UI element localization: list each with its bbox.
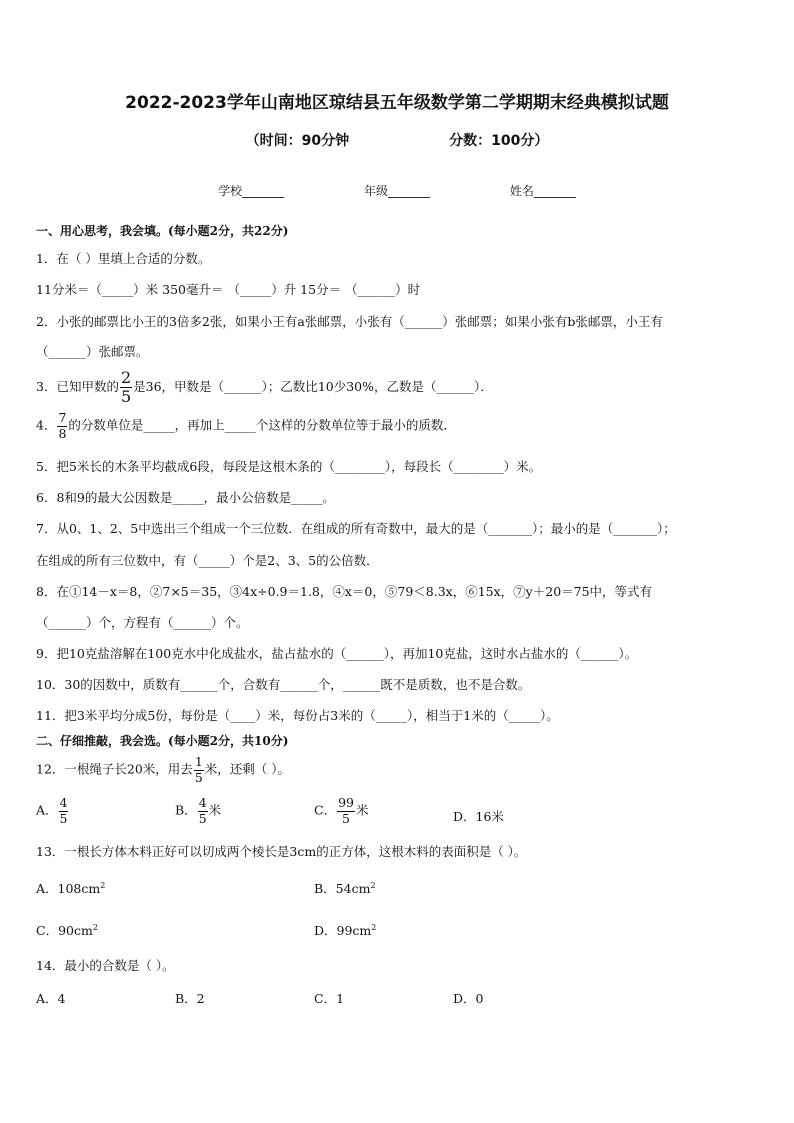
q12-b-num: 4 [198, 795, 207, 810]
question-9: 9．把10克盐溶解在100克水中化成盐水，盐占盐水的（______），再加10克盐，这时水占盐水的（______）。 [36, 646, 638, 661]
q4-denominator: 8 [58, 425, 67, 441]
question-8-cont: （______）个，方程有（______）个。 [36, 615, 249, 630]
exam-meta [0, 130, 794, 150]
q13-a-sup: 2 [100, 880, 106, 890]
q14-option-c: C．1 [314, 991, 345, 1006]
q12-b-label: B． [175, 802, 197, 818]
q12-option-c [314, 797, 369, 825]
question-3 [36, 370, 493, 405]
q12-denominator: 5 [194, 769, 203, 785]
page-title: 2022-2023学年山南地区琼结县五年级数学第二学期期末经典模拟试题 [125, 93, 669, 113]
q3-text-end: 是36，甲数是（______）；乙数比10少30%，乙数是（______）． [133, 379, 493, 394]
q14-option-b: B．2 [175, 991, 205, 1006]
question-1: 1．在（ ）里填上合适的分数。 [36, 251, 211, 266]
q12-a-den: 5 [59, 810, 68, 826]
q13-option-a [36, 879, 105, 897]
question-7-cont: 在组成的所有三位数中，有（_____）个是2、3、5的公倍数． [36, 553, 379, 568]
q12-option-b [175, 797, 221, 825]
q12-c-fraction [337, 797, 355, 825]
q14-option-d: D．0 [453, 991, 484, 1006]
q3-denominator: 5 [120, 387, 132, 406]
q3-fraction [120, 370, 132, 405]
section1-heading: 一、用心思考，我会填。(每小题2分，共22分) [36, 224, 289, 238]
q13-d-sup: 2 [371, 922, 377, 932]
q4-text-end: 的分数单位是_____，再加上_____个这样的分数单位等于最小的质数． [68, 417, 456, 433]
q4-fraction [57, 412, 67, 440]
q12-b-den: 5 [198, 810, 207, 826]
q12-b-fraction [198, 797, 208, 825]
section2-heading: 二、仔细推敲，我会选。(每小题2分，共10分) [36, 734, 289, 748]
q4-text: 4． [36, 417, 57, 433]
q12-option-d: D．16米 [453, 809, 504, 824]
q12-numerator: 1 [194, 754, 203, 769]
q12-option-a [36, 797, 69, 825]
question-1-items: 11分米＝（_____）米 350毫升＝ （_____）升 15分＝ （______）时 [36, 282, 421, 297]
question-7: 7．从0、1、2、5中选出三个组成一个三位数．在组成的所有奇数中，最大的是（_______）；最小的是（_______）； [36, 521, 676, 536]
q12-c-den: 5 [342, 810, 350, 826]
q13-option-c [36, 921, 98, 939]
q12-c-num: 99 [338, 795, 354, 810]
q12-fraction [194, 756, 204, 784]
q12-a-fraction [59, 797, 69, 825]
school-field: 学校_______ [218, 184, 285, 198]
question-14: 14．最小的合数是（ ）。 [36, 958, 175, 973]
q12-a-num: 4 [59, 795, 68, 810]
q12-text: 12．一根绳子长20米，用去 [36, 761, 193, 777]
question-10: 10．30的因数中，质数有______个，合数有______个，______既不是质数，也不是合数。 [36, 677, 531, 692]
q4-numerator: 7 [58, 410, 67, 425]
question-2: 2．小张的邮票比小王的3倍多2张，如果小王有a张邮票，小张有（______）张邮票；如果小张有b张邮票，小王有 [36, 314, 663, 329]
q13-a-text: A．108cm [36, 881, 101, 896]
q12-a-label: A． [36, 802, 58, 818]
score-label: 分数：100分） [449, 133, 549, 149]
grade-field: 年级_______ [363, 184, 430, 198]
q12-c-label: C． [314, 802, 337, 818]
question-13: 13．一根长方体木料正好可以切成两个棱长是3cm的正方体，这根木料的表面积是（ ）。 [36, 844, 527, 859]
question-6: 6．8和9的最大公因数是_____，最小公倍数是_____。 [36, 490, 335, 505]
q13-b-text: B．54cm [314, 881, 371, 896]
q13-c-text: C．90cm [36, 923, 93, 938]
question-4 [36, 412, 456, 440]
q13-option-d [314, 921, 376, 939]
q13-b-sup: 2 [370, 880, 376, 890]
q13-d-text: D．99cm [314, 923, 372, 938]
q12-text-end: 米，还剩（ ）。 [204, 761, 290, 777]
name-field: 姓名_______ [509, 184, 576, 198]
q13-option-b [314, 879, 376, 897]
question-8: 8．在①14－x＝8，②7×5＝35，③4x÷0.9＝1.8，④x＝0，⑤79＜8.3x，⑥15x，⑦y＋20＝75中，等式有 [36, 584, 653, 599]
q14-option-a: A．4 [36, 991, 66, 1006]
q3-text: 3．已知甲数的 [36, 379, 119, 394]
q13-c-sup: 2 [92, 922, 98, 932]
question-5: 5．把5米长的木条平均截成6段，每段是这根木条的（________），每段长（________）米。 [36, 459, 542, 474]
q3-numerator: 2 [120, 368, 132, 387]
q12-b-unit: 米 [208, 802, 222, 818]
question-12 [36, 756, 290, 784]
q12-c-unit: 米 [355, 802, 369, 818]
question-11: 11．把3米平均分成5份，每份是（____）米，每份占3米的（_____），相当于1米的（_____）。 [36, 708, 559, 723]
question-2-cont: （______）张邮票。 [36, 344, 149, 359]
time-label: （时间：90分钟 [245, 133, 350, 149]
student-info [0, 182, 794, 199]
